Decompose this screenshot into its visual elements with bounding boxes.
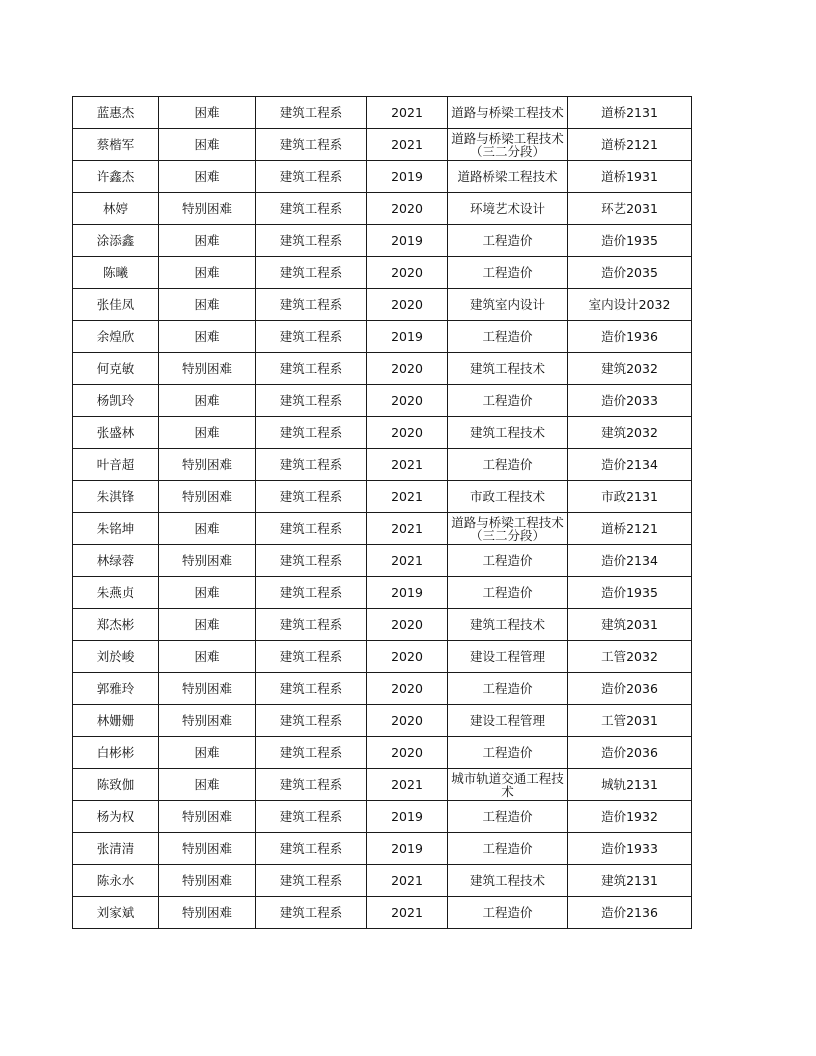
- cell-class: 环艺2031: [568, 193, 692, 225]
- cell-class: 造价2136: [568, 897, 692, 929]
- cell-dept: 建筑工程系: [256, 545, 367, 577]
- cell-major: 工程造价: [448, 545, 568, 577]
- cell-year: 2020: [367, 737, 448, 769]
- cell-year: 2020: [367, 385, 448, 417]
- cell-name: 蔡楷军: [73, 129, 159, 161]
- cell-name: 朱铭坤: [73, 513, 159, 545]
- cell-dept: 建筑工程系: [256, 417, 367, 449]
- table-row: [73, 417, 692, 449]
- cell-major: 建筑工程技术: [448, 609, 568, 641]
- cell-class: 造价1935: [568, 225, 692, 257]
- cell-class: 市政2131: [568, 481, 692, 513]
- cell-year: 2021: [367, 129, 448, 161]
- table-body: [73, 97, 692, 929]
- cell-name: 何克敏: [73, 353, 159, 385]
- cell-year: 2020: [367, 257, 448, 289]
- cell-dept: 建筑工程系: [256, 321, 367, 353]
- cell-dept: 建筑工程系: [256, 225, 367, 257]
- cell-class: 造价2036: [568, 737, 692, 769]
- cell-name: 林姗姗: [73, 705, 159, 737]
- cell-name: 张盛林: [73, 417, 159, 449]
- table-row: [73, 97, 692, 129]
- table-row: [73, 129, 692, 161]
- cell-dept: 建筑工程系: [256, 577, 367, 609]
- cell-year: 2021: [367, 97, 448, 129]
- cell-dept: 建筑工程系: [256, 769, 367, 801]
- cell-level: 特别困难: [159, 897, 256, 929]
- cell-dept: 建筑工程系: [256, 833, 367, 865]
- cell-level: 特别困难: [159, 449, 256, 481]
- cell-class: 工管2031: [568, 705, 692, 737]
- cell-major: 工程造价: [448, 385, 568, 417]
- table-row: [73, 289, 692, 321]
- cell-level: 特别困难: [159, 353, 256, 385]
- cell-year: 2020: [367, 289, 448, 321]
- cell-class: 造价2033: [568, 385, 692, 417]
- cell-dept: 建筑工程系: [256, 353, 367, 385]
- cell-class: 道桥2121: [568, 513, 692, 545]
- cell-dept: 建筑工程系: [256, 641, 367, 673]
- cell-major: 城市轨道交通工程技术: [448, 769, 568, 801]
- cell-major: 建设工程管理: [448, 641, 568, 673]
- cell-dept: 建筑工程系: [256, 161, 367, 193]
- cell-major: 道路与桥梁工程技术: [448, 97, 568, 129]
- cell-level: 特别困难: [159, 833, 256, 865]
- cell-dept: 建筑工程系: [256, 737, 367, 769]
- cell-major: 市政工程技术: [448, 481, 568, 513]
- cell-level: 特别困难: [159, 705, 256, 737]
- cell-dept: 建筑工程系: [256, 385, 367, 417]
- cell-year: 2020: [367, 417, 448, 449]
- table-row: [73, 481, 692, 513]
- cell-year: 2020: [367, 705, 448, 737]
- table-row: [73, 257, 692, 289]
- table-row: [73, 833, 692, 865]
- cell-class: 道桥2121: [568, 129, 692, 161]
- table-row: [73, 673, 692, 705]
- cell-level: 困难: [159, 513, 256, 545]
- cell-level: 困难: [159, 257, 256, 289]
- cell-level: 困难: [159, 737, 256, 769]
- cell-name: 蓝惠杰: [73, 97, 159, 129]
- cell-major: 工程造价: [448, 321, 568, 353]
- cell-dept: 建筑工程系: [256, 97, 367, 129]
- cell-dept: 建筑工程系: [256, 257, 367, 289]
- cell-class: 造价1933: [568, 833, 692, 865]
- cell-name: 刘家斌: [73, 897, 159, 929]
- table-row: [73, 705, 692, 737]
- cell-major: 道路与桥梁工程技术（三二分段）: [448, 129, 568, 161]
- cell-class: 工管2032: [568, 641, 692, 673]
- cell-class: 建筑2131: [568, 865, 692, 897]
- cell-level: 困难: [159, 161, 256, 193]
- cell-major: 建筑工程技术: [448, 353, 568, 385]
- cell-name: 朱燕贞: [73, 577, 159, 609]
- cell-level: 困难: [159, 417, 256, 449]
- cell-year: 2019: [367, 321, 448, 353]
- cell-year: 2020: [367, 673, 448, 705]
- cell-level: 困难: [159, 97, 256, 129]
- cell-major: 工程造价: [448, 449, 568, 481]
- cell-major: 工程造价: [448, 833, 568, 865]
- cell-name: 刘於峻: [73, 641, 159, 673]
- cell-name: 涂添鑫: [73, 225, 159, 257]
- cell-class: 造价2134: [568, 545, 692, 577]
- cell-dept: 建筑工程系: [256, 801, 367, 833]
- cell-level: 困难: [159, 385, 256, 417]
- table-row: [73, 161, 692, 193]
- cell-name: 叶音超: [73, 449, 159, 481]
- cell-level: 特别困难: [159, 865, 256, 897]
- cell-name: 林绿蓉: [73, 545, 159, 577]
- cell-class: 道桥2131: [568, 97, 692, 129]
- cell-level: 特别困难: [159, 801, 256, 833]
- cell-class: 造价2134: [568, 449, 692, 481]
- table-row: [73, 641, 692, 673]
- cell-year: 2019: [367, 801, 448, 833]
- cell-major: 建筑工程技术: [448, 417, 568, 449]
- table-row: [73, 353, 692, 385]
- cell-dept: 建筑工程系: [256, 865, 367, 897]
- cell-class: 建筑2031: [568, 609, 692, 641]
- cell-dept: 建筑工程系: [256, 193, 367, 225]
- cell-year: 2021: [367, 769, 448, 801]
- cell-major: 建设工程管理: [448, 705, 568, 737]
- cell-name: 郭雅玲: [73, 673, 159, 705]
- cell-year: 2021: [367, 865, 448, 897]
- cell-name: 张清清: [73, 833, 159, 865]
- cell-major: 建筑室内设计: [448, 289, 568, 321]
- cell-name: 朱淇锋: [73, 481, 159, 513]
- cell-name: 白彬彬: [73, 737, 159, 769]
- cell-class: 城轨2131: [568, 769, 692, 801]
- cell-year: 2020: [367, 609, 448, 641]
- cell-class: 室内设计2032: [568, 289, 692, 321]
- cell-major: 工程造价: [448, 897, 568, 929]
- cell-year: 2021: [367, 481, 448, 513]
- table-row: [73, 513, 692, 545]
- table-row: [73, 897, 692, 929]
- cell-name: 郑杰彬: [73, 609, 159, 641]
- cell-dept: 建筑工程系: [256, 609, 367, 641]
- cell-name: 陈致伽: [73, 769, 159, 801]
- table-row: [73, 865, 692, 897]
- table-row: [73, 737, 692, 769]
- cell-level: 困难: [159, 289, 256, 321]
- cell-major: 道路桥梁工程技术: [448, 161, 568, 193]
- table-row: [73, 801, 692, 833]
- cell-dept: 建筑工程系: [256, 897, 367, 929]
- cell-name: 张佳凤: [73, 289, 159, 321]
- cell-year: 2020: [367, 353, 448, 385]
- cell-name: 杨为权: [73, 801, 159, 833]
- cell-major: 建筑工程技术: [448, 865, 568, 897]
- table-row: [73, 385, 692, 417]
- cell-year: 2019: [367, 833, 448, 865]
- cell-level: 特别困难: [159, 481, 256, 513]
- cell-level: 特别困难: [159, 673, 256, 705]
- cell-level: 困难: [159, 577, 256, 609]
- cell-class: 建筑2032: [568, 417, 692, 449]
- cell-major: 环境艺术设计: [448, 193, 568, 225]
- cell-class: 道桥1931: [568, 161, 692, 193]
- cell-name: 陈曦: [73, 257, 159, 289]
- cell-year: 2019: [367, 161, 448, 193]
- cell-dept: 建筑工程系: [256, 129, 367, 161]
- cell-name: 许鑫杰: [73, 161, 159, 193]
- cell-class: 造价2035: [568, 257, 692, 289]
- cell-major: 工程造价: [448, 577, 568, 609]
- cell-level: 特别困难: [159, 193, 256, 225]
- cell-level: 困难: [159, 321, 256, 353]
- table-row: [73, 225, 692, 257]
- cell-level: 困难: [159, 129, 256, 161]
- cell-year: 2019: [367, 577, 448, 609]
- cell-dept: 建筑工程系: [256, 673, 367, 705]
- cell-class: 造价2036: [568, 673, 692, 705]
- cell-year: 2021: [367, 897, 448, 929]
- cell-class: 造价1936: [568, 321, 692, 353]
- cell-year: 2021: [367, 545, 448, 577]
- cell-level: 困难: [159, 641, 256, 673]
- cell-level: 困难: [159, 769, 256, 801]
- cell-major: 工程造价: [448, 801, 568, 833]
- table-row: [73, 449, 692, 481]
- cell-level: 困难: [159, 609, 256, 641]
- table-row: [73, 193, 692, 225]
- cell-name: 林婷: [73, 193, 159, 225]
- table-row: [73, 769, 692, 801]
- table-row: [73, 545, 692, 577]
- cell-year: 2021: [367, 513, 448, 545]
- cell-major: 工程造价: [448, 225, 568, 257]
- cell-major: 工程造价: [448, 257, 568, 289]
- cell-year: 2020: [367, 641, 448, 673]
- cell-level: 特别困难: [159, 545, 256, 577]
- cell-name: 杨凯玲: [73, 385, 159, 417]
- cell-dept: 建筑工程系: [256, 481, 367, 513]
- table-row: [73, 609, 692, 641]
- table-row: [73, 577, 692, 609]
- cell-year: 2020: [367, 193, 448, 225]
- cell-year: 2021: [367, 449, 448, 481]
- cell-major: 工程造价: [448, 737, 568, 769]
- cell-class: 建筑2032: [568, 353, 692, 385]
- cell-dept: 建筑工程系: [256, 705, 367, 737]
- cell-class: 造价1932: [568, 801, 692, 833]
- cell-level: 困难: [159, 225, 256, 257]
- cell-name: 陈永水: [73, 865, 159, 897]
- cell-major: 道路与桥梁工程技术（三二分段）: [448, 513, 568, 545]
- cell-year: 2019: [367, 225, 448, 257]
- table-row: [73, 321, 692, 353]
- student-aid-table: [72, 96, 692, 929]
- cell-major: 工程造价: [448, 673, 568, 705]
- cell-dept: 建筑工程系: [256, 449, 367, 481]
- cell-dept: 建筑工程系: [256, 289, 367, 321]
- cell-dept: 建筑工程系: [256, 513, 367, 545]
- cell-class: 造价1935: [568, 577, 692, 609]
- cell-name: 余煌欣: [73, 321, 159, 353]
